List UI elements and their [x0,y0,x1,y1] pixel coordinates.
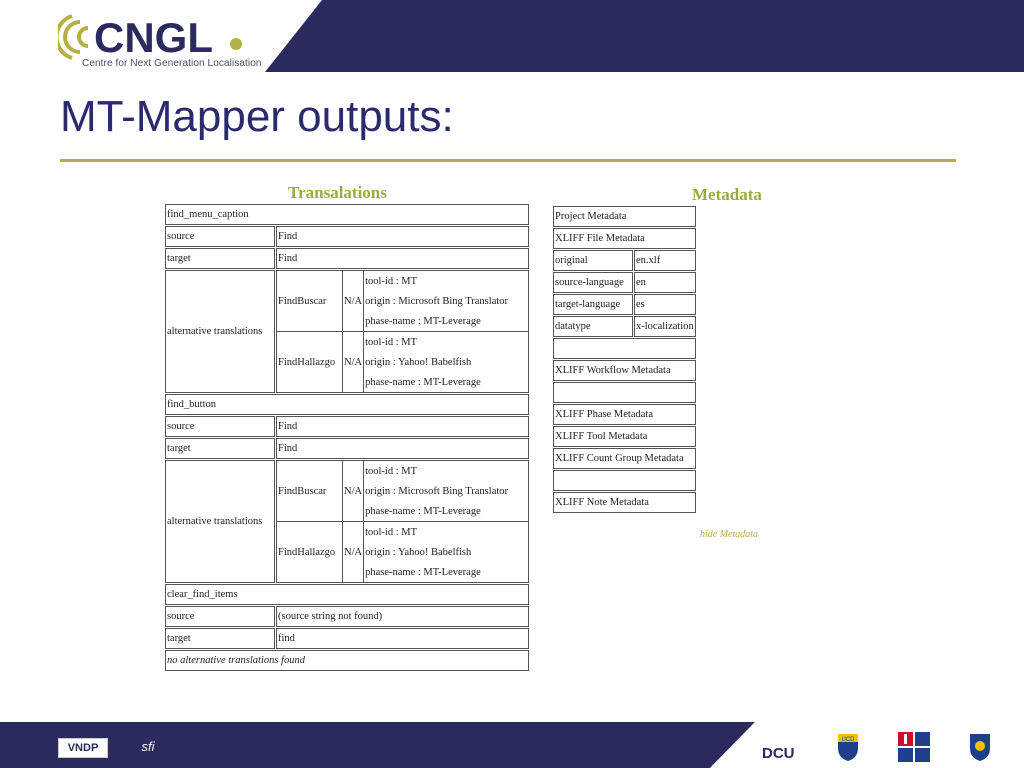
alt-phase: phase-name : MT-Leverage [363,562,528,582]
table-row [553,426,696,447]
logo-wordmark: CNGL [94,14,213,61]
table-row [553,294,696,315]
title-rule [60,159,956,162]
tcd-logo-icon [898,732,930,762]
table-row [553,382,696,403]
meta-section[interactable]: XLIFF Phase Metadata [553,404,696,425]
slide-title: MT-Mapper outputs: [60,92,454,141]
alt-text: FindHallazgo [278,546,336,558]
meta-value: en [634,272,696,293]
meta-empty [553,470,696,491]
target-value: find [276,628,529,649]
meta-section[interactable]: XLIFF File Metadata [553,228,696,249]
alt-tool: tool-id : MT [363,522,528,542]
table-row [165,270,529,393]
alt-phase: phase-name : MT-Leverage [363,501,528,521]
unit-id: find_button [165,394,529,415]
meta-empty [553,382,696,403]
alt-origin: origin : Yahoo! Babelfish [363,542,528,562]
alt-score: N/A [342,271,363,331]
alt-text: FindHallazgo [278,356,336,368]
alt-tool: tool-id : MT [363,461,528,481]
alt-label: alternative translations [165,270,275,393]
dcu-logo: DCU [762,745,795,762]
metadata-table [552,205,697,514]
alt-text: FindBuscar [278,485,327,497]
source-label: source [165,416,275,437]
table-row [165,606,529,627]
vndp-logo: VNDP [58,738,108,758]
table-row [553,206,696,227]
meta-key: datatype [553,316,633,337]
table-row [165,438,529,459]
alt-phase: phase-name : MT-Leverage [363,372,528,392]
table-row [553,250,696,271]
table-row [165,204,529,225]
meta-value: es [634,294,696,315]
meta-empty [553,338,696,359]
translations-table [164,203,530,672]
ucd-crest-icon [836,732,860,762]
meta-section[interactable]: XLIFF Count Group Metadata [553,448,696,469]
target-label: target [165,248,275,269]
meta-value: en.xlf [634,250,696,271]
meta-value: x-localization [634,316,696,337]
source-value: Find [276,226,529,247]
ucd-text: UCD [841,737,855,743]
sfi-logo: sfi [141,739,155,754]
translations-heading: Transalations [288,183,387,202]
hide-metadata-link[interactable]: hide Metadata [700,529,759,540]
table-row [165,650,529,671]
alt-origin: origin : Microsoft Bing Translator [363,481,528,501]
alt-text: FindBuscar [278,295,327,307]
table-row [553,316,696,337]
meta-section[interactable]: XLIFF Tool Metadata [553,426,696,447]
table-row [553,360,696,381]
table-row [553,272,696,293]
source-label: source [165,226,275,247]
table-row [165,394,529,415]
target-label: target [165,628,275,649]
no-alternatives-note: no alternative translations found [165,650,529,671]
alt-phase: phase-name : MT-Leverage [363,311,528,331]
meta-key: target-language [553,294,633,315]
alt-score: N/A [342,332,363,392]
table-row [553,404,696,425]
table-row [553,448,696,469]
alt-tool: tool-id : MT [363,332,528,352]
alt-origin: origin : Yahoo! Babelfish [363,352,528,372]
alt-origin: origin : Microsoft Bing Translator [363,291,528,311]
meta-section[interactable]: Project Metadata [553,206,696,227]
alt-label: alternative translations [165,460,275,583]
source-value: Find [276,416,529,437]
unit-id: find_menu_caption [165,204,529,225]
table-row [165,416,529,437]
alt-score: N/A [342,461,363,521]
target-label: target [165,438,275,459]
meta-section[interactable]: XLIFF Workflow Metadata [553,360,696,381]
target-value: Find [276,248,529,269]
table-row [165,628,529,649]
source-label: source [165,606,275,627]
ul-crest-icon [968,732,992,762]
alt-score: N/A [342,522,363,582]
table-row [165,248,529,269]
meta-key: original [553,250,633,271]
unit-id: clear_find_items [165,584,529,605]
meta-key: source-language [553,272,633,293]
logo-subtitle: Centre for Next Generation Localisation [82,58,262,69]
metadata-heading: Metadata [692,185,762,204]
target-value: Find [276,438,529,459]
table-row [165,584,529,605]
table-row [553,338,696,359]
meta-section[interactable]: XLIFF Note Metadata [553,492,696,513]
table-row [553,470,696,491]
alt-tool: tool-id : MT [363,271,528,291]
alt-cell [276,460,529,583]
alt-cell [276,270,529,393]
table-row [553,492,696,513]
table-row [553,228,696,249]
source-value: (source string not found) [276,606,529,627]
table-row [165,226,529,247]
table-row [165,460,529,583]
